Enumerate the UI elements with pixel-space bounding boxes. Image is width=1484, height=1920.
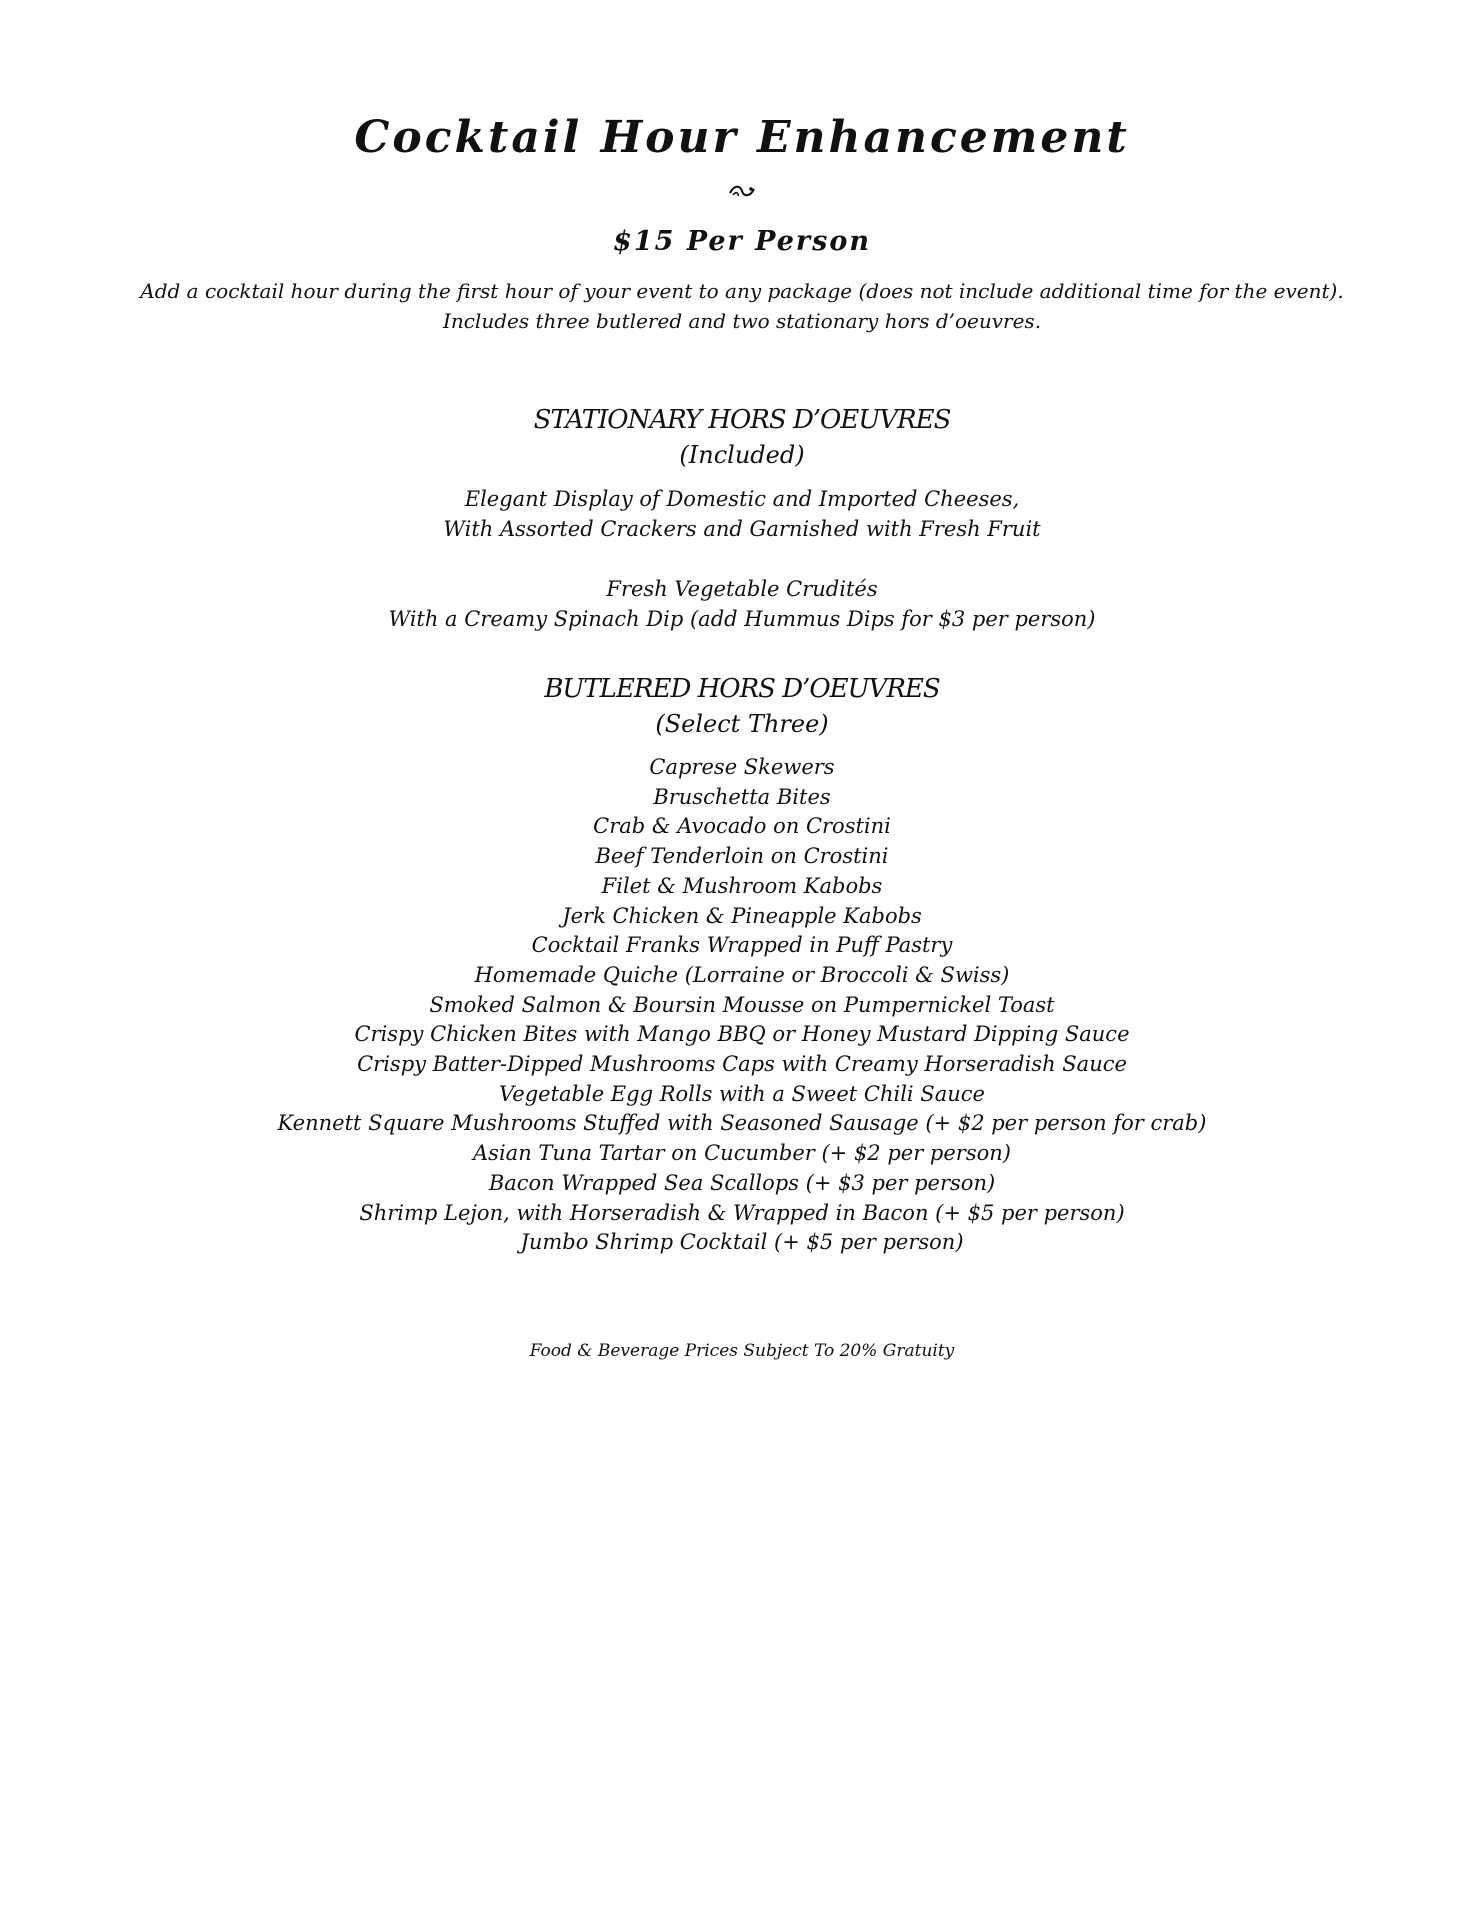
- list-item: Crispy Batter-Dipped Mushrooms Caps with Creamy Horseradish Sauce: [357, 1052, 1127, 1077]
- price-per-person: $15 Per Person: [613, 226, 871, 257]
- page-title: Cocktail Hour Enhancement: [354, 112, 1130, 163]
- list-item: Smoked Salmon & Boursin Mousse on Pumpernickel Toast: [429, 992, 1055, 1017]
- list-item: Shrimp Lejon, with Horseradish & Wrapped in Bacon (+ $5 per person): [359, 1200, 1125, 1225]
- list-item: Beef Tenderloin on Crostini: [595, 844, 889, 869]
- butlered-section: [0, 671, 1484, 1258]
- list-item: Kennett Square Mushrooms Stuffed with Seasoned Sausage (+ $2 per person for crab): [277, 1111, 1207, 1136]
- list-item: Bacon Wrapped Sea Scallops (+ $3 per person): [488, 1170, 996, 1195]
- stationary-items: [0, 484, 1484, 634]
- item-line: Elegant Display of Domestic and Imported Cheeses,: [464, 487, 1020, 511]
- list-item: Caprese Skewers: [649, 755, 835, 779]
- list-item: Cocktail Franks Wrapped in Puff Pastry: [531, 933, 953, 958]
- intro-line: Add a cocktail hour during the first hour of your event to any package (does not include additional time for the event).: [140, 279, 1344, 303]
- stationary-subheading: (Included): [679, 441, 805, 469]
- list-item: Asian Tuna Tartar on Cucumber (+ $2 per person): [473, 1141, 1011, 1166]
- list-item: Crab & Avocado on Crostini: [593, 814, 891, 839]
- butlered-items: [0, 753, 1484, 1258]
- list-item: Crispy Chicken Bites with Mango BBQ or Honey Mustard Dipping Sauce: [354, 1022, 1130, 1047]
- list-item: Jumbo Shrimp Cocktail (+ $5 per person): [520, 1230, 964, 1255]
- item-line: With Assorted Crackers and Garnished with Fresh Fruit: [443, 517, 1041, 541]
- list-item: Homemade Quiche (Lorraine or Broccoli & Swiss): [474, 962, 1010, 987]
- list-item: Bruschetta Bites: [653, 784, 831, 809]
- butlered-heading: BUTLERED HORS D’OEUVRES: [544, 674, 940, 704]
- list-item: Vegetable Egg Rolls with a Sweet Chili Sauce: [499, 1081, 985, 1106]
- item-line: Fresh Vegetable Crudités: [606, 577, 878, 601]
- butlered-subheading: (Select Three): [655, 710, 829, 738]
- stationary-section: [0, 402, 1484, 664]
- stationary-heading: STATIONARY HORS D’OEUVRES: [533, 405, 951, 435]
- gratuity-note: Food & Beverage Prices Subject To 20% Gratuity: [529, 1341, 955, 1361]
- intro-description: [0, 276, 1484, 336]
- item-line: With a Creamy Spinach Dip (add Hummus Dips for $3 per person): [388, 607, 1096, 631]
- list-item: Filet & Mushroom Kabobs: [601, 873, 883, 898]
- list-item: Jerk Chicken & Pineapple Kabobs: [562, 903, 922, 928]
- intro-line: Includes three butlered and two stationary hors d’oeuvres.: [442, 309, 1042, 333]
- list-item: [0, 574, 1484, 634]
- list-item: [0, 484, 1484, 544]
- flourish-icon: [0, 181, 1484, 209]
